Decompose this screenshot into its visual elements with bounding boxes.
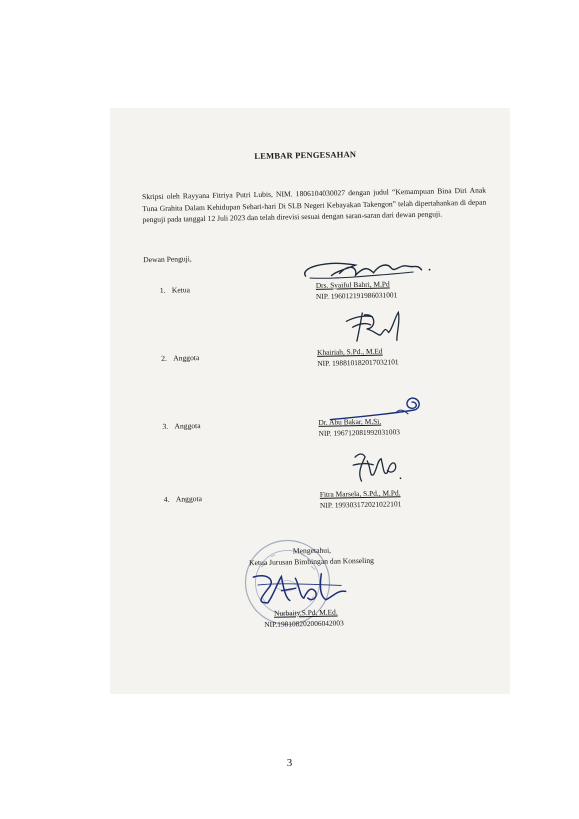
- examiner-1-number: 1.: [159, 285, 166, 295]
- signature-4: [347, 446, 408, 487]
- examiner-2-number: 2.: [161, 353, 167, 363]
- examiner-4-role: Anggota: [175, 494, 203, 504]
- approver-name: Nurbaity,S.Pd, M.Ed.: [273, 607, 338, 618]
- approval-paragraph: Skripsi oleh Rayyana Fitriya Putri Lubis, NIM. 1806104030027 dengan judul “Kemampuan Bina Diri Anak Tuna Grahita Dalam Kehidupan Sehari-hari Di SLB Negeri Kebayakan Takengon” telah dipertahankan di depan penguji pada tanggal 12 Juli 2023 dan telah direvisi sesuai dengan saran-saran dari dewan penguji.: [141, 185, 487, 225]
- examiner-4-number: 4.: [163, 494, 170, 504]
- examiner-1-role: Ketua: [171, 285, 191, 295]
- document-title: LEMBAR PENGESAHAN: [254, 149, 357, 162]
- document-content: [104, 104, 515, 698]
- approver-nip: NIP.198108202006042003: [264, 618, 344, 629]
- examiner-4-nip: NIP. 199303172021022101: [319, 499, 402, 510]
- page-number: 3: [286, 757, 293, 769]
- examiner-1-nip: NIP. 196012191986031001: [315, 290, 398, 301]
- examiner-3-role: Anggota: [174, 421, 201, 431]
- examiner-4-name: Fitra Marsela, S.Pd., M.Pd.: [319, 488, 401, 499]
- examiner-1-name: Drs. Syaiful Bahri, M.Pd: [315, 279, 390, 290]
- examiners-heading: Dewan Penguji,: [143, 254, 192, 265]
- examiner-3-name: Dr. Abu Bakar, M.Si.: [318, 416, 382, 427]
- examiner-2-name: Khairiah, S.Pd., M.Ed: [316, 346, 383, 357]
- scanned-document: [110, 108, 510, 694]
- approver-signature: [245, 567, 356, 613]
- acknowledged-label: Mengetahui,: [292, 545, 332, 556]
- examiner-2-nip: NIP. 198810182017032101: [317, 357, 399, 368]
- signature-2: [340, 306, 411, 345]
- approver-position: Ketua Jurusan Bimbingan dan Konseling: [249, 555, 375, 568]
- examiner-3-number: 3.: [162, 421, 169, 431]
- examiner-2-role: Anggota: [173, 353, 200, 363]
- examiner-3-nip: NIP. 196712081992031003: [318, 427, 401, 438]
